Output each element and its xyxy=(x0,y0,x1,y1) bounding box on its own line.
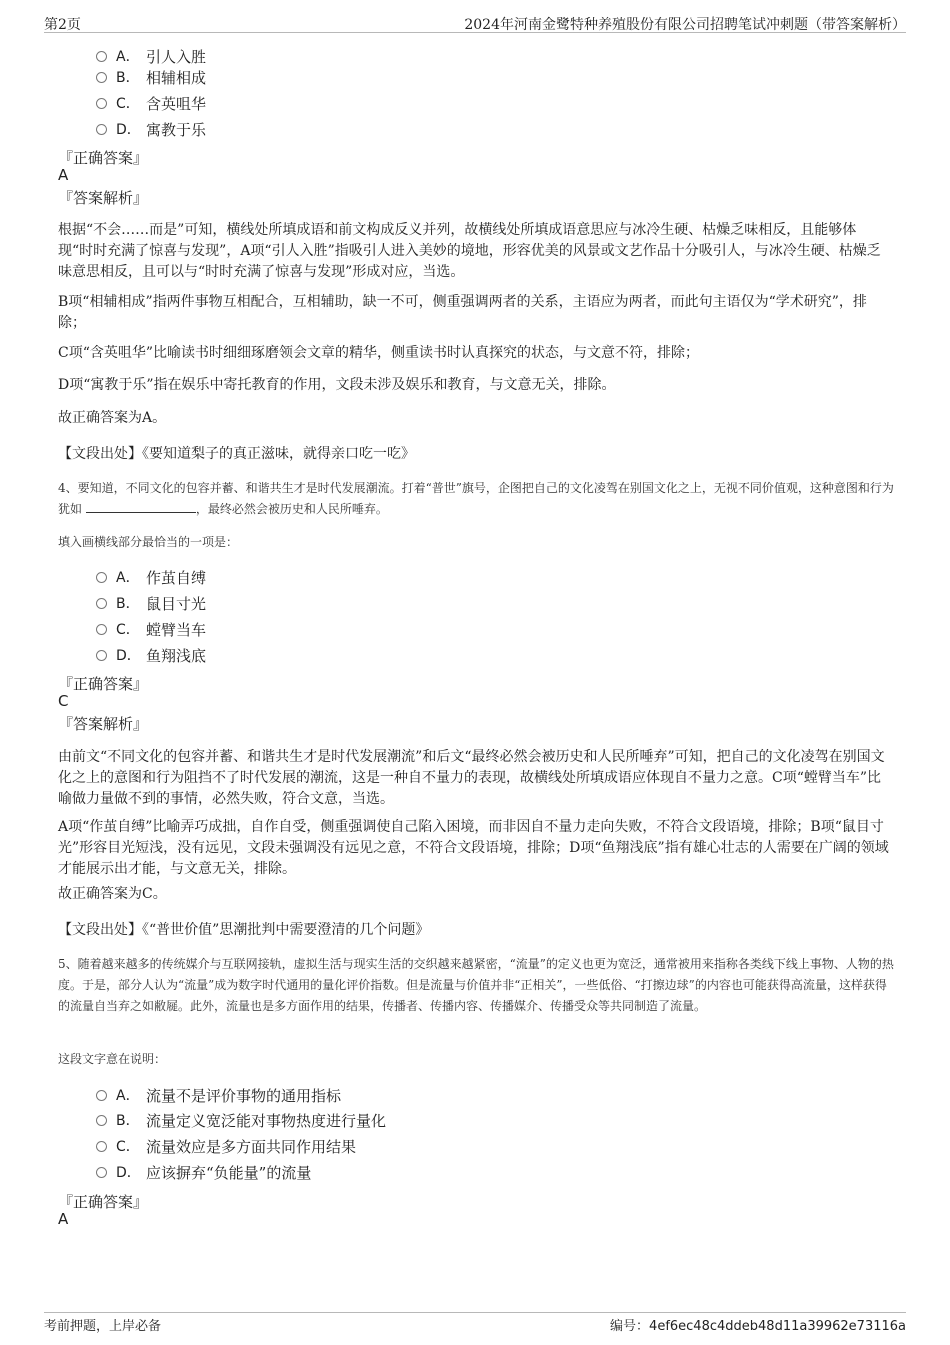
q3-analysis-paragraph: D项“寓教于乐”指在娱乐中寄托教育的作用，文段未涉及娱乐和教育，与文意无关，排除。 xyxy=(58,377,616,393)
q4-answer-label: 『正确答案』 xyxy=(58,675,149,693)
q3-analysis-paragraph: 根据“不会……而是”可知，横线处所填成语和前文构成反义并列，故横线处所填成语意思应与冰冷生硬、枯燥乏味相反，且能够体现“时时充满了惊喜与发现”，A项“引人入胜”指吸引人进入美妙的境地，形容优美的风景或文艺作品十分吸引人，与冰冷生硬、枯燥乏味意思相反，且可以与“时时充满了惊喜与发现”形成对应，当选。 xyxy=(58,222,881,280)
q4-option-a[interactable]: A． 作茧自缚 xyxy=(96,567,206,587)
radio-icon[interactable] xyxy=(96,1167,107,1178)
q5-answer: A xyxy=(58,1210,69,1228)
page-header xyxy=(44,10,906,33)
q4-option-b[interactable]: B． 鼠目寸光 xyxy=(96,593,206,613)
radio-icon[interactable] xyxy=(96,98,107,109)
q5-option-c[interactable]: C． 流量效应是多方面共同作用结果 xyxy=(96,1136,356,1156)
q5-option-b[interactable]: B． 流量定义宽泛能对事物热度进行量化 xyxy=(96,1110,386,1130)
q3-analysis-paragraph: B项“相辅相成”指两件事物互相配合，互相辅助，缺一不可，侧重强调两者的关系，主语应为两者，而此句主语仅为“学术研究”，排除； xyxy=(58,294,867,331)
radio-icon[interactable] xyxy=(96,51,107,62)
radio-icon[interactable] xyxy=(96,650,107,661)
radio-icon[interactable] xyxy=(96,598,107,609)
q5-answer-label: 『正确答案』 xyxy=(58,1193,149,1211)
q3-option-b[interactable]: B． 相辅相成 xyxy=(96,67,206,87)
q4-source: 【文段出处】《“普世价值”思潮批判中需要澄清的几个问题》 xyxy=(58,922,430,938)
radio-icon[interactable] xyxy=(96,1090,107,1101)
q4-analysis-label: 『答案解析』 xyxy=(58,715,149,733)
q4-analysis-conclusion: 故正确答案为C。 xyxy=(58,886,167,902)
q3-option-a[interactable]: A． 引人入胜 xyxy=(96,46,206,66)
q5-option-d[interactable]: D． 应该摒弃“负能量”的流量 xyxy=(96,1162,311,1182)
document-code: 编号：4ef6ec48c4ddeb48d11a39962e73116a xyxy=(610,1319,906,1334)
radio-icon[interactable] xyxy=(96,624,107,635)
footer-slogan: 考前押题，上岸必备 xyxy=(44,1319,162,1334)
q4-analysis-paragraph: A项“作茧自缚”比喻弄巧成拙，自作自受，侧重强调使自己陷入困境，而非因自不量力走向失败，不符合文段语境，排除；B项“鼠目寸光”形容目光短浅，没有远见，文段未强调没有远见之意，不符合文段语境，排除；D项“鱼翔浅底”指有雄心壮志的人需要在广阔的领域才能展示出才能，与文意无关，排除。 xyxy=(58,819,889,877)
q3-answer: A xyxy=(58,166,69,184)
answer-blank xyxy=(86,500,196,513)
q3-option-c[interactable]: C． 含英咀华 xyxy=(96,93,206,113)
q4-prompt: 填入画横线部分最恰当的一项是： xyxy=(58,535,239,549)
page-footer xyxy=(44,1312,906,1337)
q4-answer: C xyxy=(58,692,69,710)
q4-option-c[interactable]: C． 螳臂当车 xyxy=(96,619,206,639)
q3-answer-label: 『正确答案』 xyxy=(58,149,149,167)
q3-analysis-paragraph: C项“含英咀华”比喻读书时细细琢磨领会文章的精华，侧重读书时认真探究的状态，与文意不符，排除； xyxy=(58,345,700,361)
q5-option-a[interactable]: A． 流量不是评价事物的通用指标 xyxy=(96,1085,341,1105)
radio-icon[interactable] xyxy=(96,1141,107,1152)
q4-option-d[interactable]: D． 鱼翔浅底 xyxy=(96,645,206,665)
radio-icon[interactable] xyxy=(96,1115,107,1126)
q4-stem: 4、要知道，不同文化的包容并蓄、和谐共生才是时代发展潮流。打着“普世”旗号，企图把自己的文化凌驾在别国文化之上，无视不同价值观，这种意图和行为犹如 ，最终必然会被历史和人民所唾弃。 xyxy=(58,481,894,516)
q3-analysis-label: 『答案解析』 xyxy=(58,189,149,207)
radio-icon[interactable] xyxy=(96,72,107,83)
q5-prompt: 这段文字意在说明： xyxy=(58,1052,167,1066)
q3-source: 【文段出处】《要知道梨子的真正滋味，就得亲口吃一吃》 xyxy=(58,446,415,462)
q3-option-d[interactable]: D． 寓教于乐 xyxy=(96,119,206,139)
q4-analysis-paragraph: 由前文“不同文化的包容并蓄、和谐共生才是时代发展潮流”和后文“最终必然会被历史和人民所唾弃”可知，把自己的文化凌驾在别国文化之上的意图和行为阻挡不了时代发展的潮流，这是一种自不量力的表现，故横线处所填成语应体现自不量力之意。C项“螳臂当车”比喻做力量做不到的事情，必然失败，符合文意，当选。 xyxy=(58,749,885,807)
q3-analysis-conclusion: 故正确答案为A。 xyxy=(58,410,167,426)
radio-icon[interactable] xyxy=(96,124,107,135)
document-title: 2024年河南金鹭特种养殖股份有限公司招聘笔试冲刺题（带答案解析） xyxy=(464,17,906,33)
radio-icon[interactable] xyxy=(96,572,107,583)
q5-stem: 5、随着越来越多的传统媒介与互联网接轨，虚拟生活与现实生活的交织越来越紧密，“流量”的定义也更为宽泛，通常被用来指称各类线下线上事物、人物的热度。于是，部分人认为“流量”成为数字时代通用的量化评价指数。但是流量与价值并非“正相关”，一些低俗、“打擦边球”的内容也可能获得高流量，这样获得的流量自当弃之如敝屣。此外，流量也是多方面作用的结果，传播者、传播内容、传播媒介、传播受众等共同制造了流量。 xyxy=(58,957,894,1013)
page-number: 第2页 xyxy=(44,17,81,33)
